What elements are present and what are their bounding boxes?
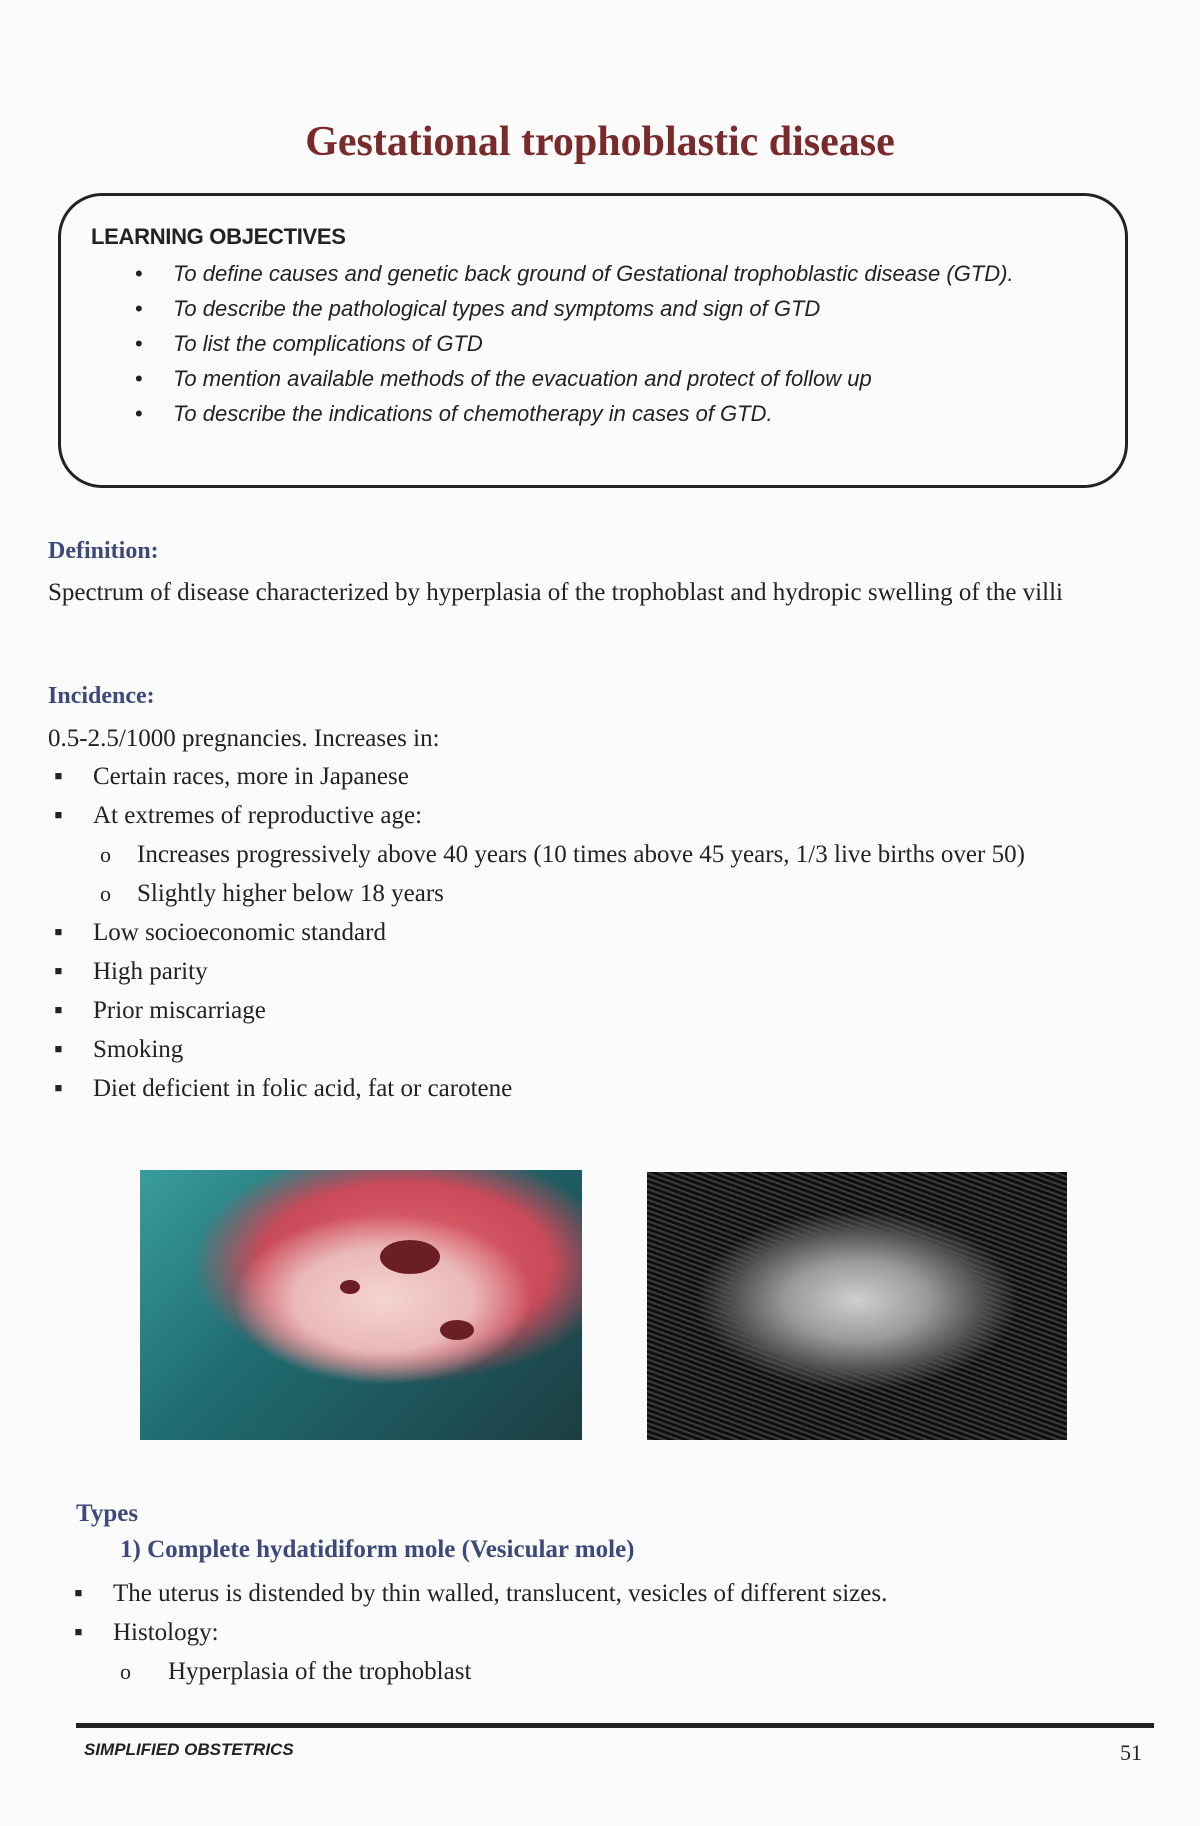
objective-item: • To mention available methods of the evacuation and protect of follow up [133, 361, 1093, 396]
sub-list-item: o Hyperplasia of the trophoblast [68, 1652, 1138, 1691]
incidence-intro: 0.5-2.5/1000 pregnancies. Increases in: [48, 725, 440, 752]
objective-item: • To describe the pathological types and symptoms and sign of GTD [133, 291, 1093, 326]
list-item: ▪ Low socioeconomic standard [48, 913, 1138, 952]
learning-objectives-box [58, 193, 1128, 488]
ultrasound-image [647, 1172, 1067, 1440]
mole-specimen-photo [140, 1170, 582, 1440]
page-title: Gestational trophoblastic disease [305, 119, 895, 165]
types-list [68, 1574, 1138, 1691]
definition-text: Spectrum of disease characterized by hyperplasia of the trophoblast and hydropic swelling of the villi [48, 579, 1063, 606]
objective-item: • To list the complications of GTD [133, 326, 1093, 361]
objectives-heading: LEARNING OBJECTIVES [91, 224, 346, 249]
list-item: ▪ The uterus is distended by thin walled, translucent, vesicles of different sizes. [68, 1574, 1138, 1613]
incidence-list [48, 757, 1138, 1108]
incidence-heading: Incidence: [48, 683, 155, 709]
types-subheading: 1) Complete hydatidiform mole (Vesicular mole) [120, 1536, 635, 1563]
objectives-list [133, 256, 1093, 431]
list-item: ▪ High parity [48, 952, 1138, 991]
objective-item: • To describe the indications of chemotherapy in cases of GTD. [133, 396, 1093, 431]
list-item: ▪ Prior miscarriage [48, 991, 1138, 1030]
objective-item: • To define causes and genetic back ground of Gestational trophoblastic disease (GTD). [133, 256, 1093, 291]
sub-list-item: o Increases progressively above 40 years (10 times above 45 years, 1/3 live births over 50) [48, 835, 1138, 874]
list-item: ▪ Histology: [68, 1613, 1138, 1652]
book-title: SIMPLIFIED OBSTETRICS [84, 1740, 294, 1759]
list-item: ▪ Diet deficient in folic acid, fat or carotene [48, 1069, 1138, 1108]
types-heading: Types [76, 1500, 139, 1527]
list-item: ▪ Smoking [48, 1030, 1138, 1069]
sub-list-item: o Slightly higher below 18 years [48, 874, 1138, 913]
list-item: ▪ At extremes of reproductive age: [48, 796, 1138, 835]
definition-heading: Definition: [48, 538, 159, 564]
footer-divider [76, 1723, 1154, 1728]
page-number: 51 [1120, 1740, 1142, 1765]
list-item: ▪ Certain races, more in Japanese [48, 757, 1138, 796]
